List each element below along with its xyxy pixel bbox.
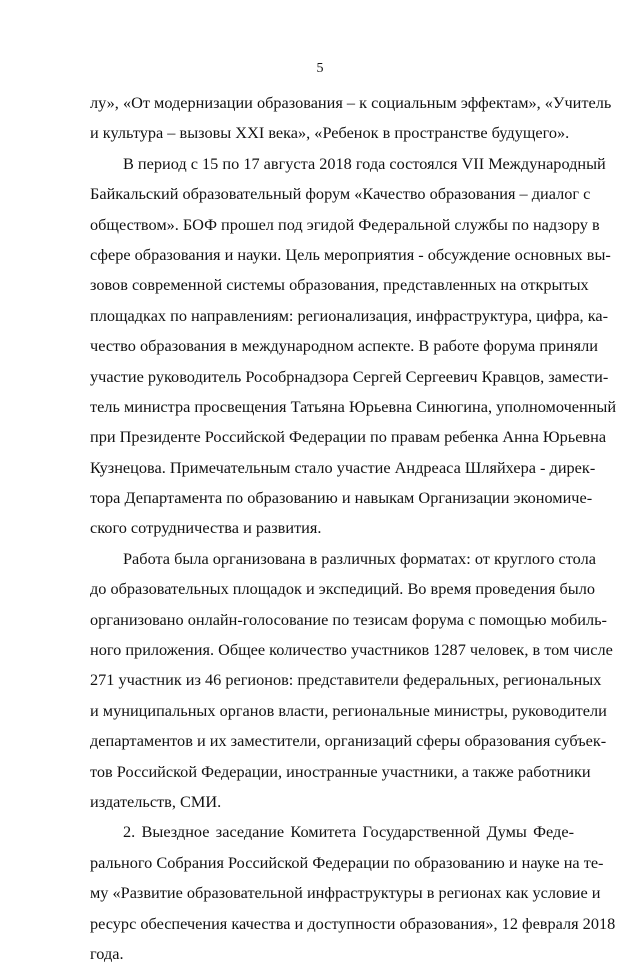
- text-line: зовов современной системы образования, представленных на открытых: [90, 275, 589, 295]
- paragraph-continuation: [90, 88, 612, 149]
- paragraph-baikal-forum: [90, 149, 617, 544]
- text-line: му «Развитие образовательной инфраструктуры в регионах как условие и: [90, 883, 601, 903]
- text-line: при Президенте Российской Федерации по правам ребенка Анна Юрьевна: [90, 427, 607, 447]
- text-line: до образовательных площадок и экспедиций. Во время проведения было: [90, 579, 596, 599]
- paragraph-item-2-committee-meeting: [90, 817, 616, 969]
- text-line: участие руководитель Рособрнадзора Сергей Сергеевич Кравцов, замести-: [90, 366, 609, 386]
- text-line: 2. Выездное заседание Комитета Государственной Думы Феде-: [123, 822, 574, 842]
- page-number: 5: [316, 61, 324, 76]
- text-line: организовано онлайн-голосование по тезисам форума с помощью мобиль-: [90, 609, 607, 629]
- text-line: ного приложения. Общее количество участников 1287 человек, в том числе: [90, 640, 613, 660]
- text-line: чество образования в международном аспекте. В работе форума приняли: [90, 336, 598, 356]
- text-line: рального Собрания Российской Федерации по образованию и науке на те-: [90, 852, 604, 872]
- text-line: В период с 15 по 17 августа 2018 года состоялся VII Международный: [123, 153, 606, 173]
- text-line: 271 участник из 46 регионов: представители федеральных, региональных: [90, 670, 602, 690]
- text-line: тов Российской Федерации, иностранные участники, а также работники: [90, 761, 591, 781]
- text-line: тора Департамента по образованию и навыкам Организации экономиче-: [90, 488, 593, 508]
- paragraph-forum-formats: [90, 544, 613, 818]
- text-line: Кузнецова. Примечательным стало участие Андреаса Шляйхера - дирек-: [90, 457, 596, 477]
- text-line: ресурс обеспечения качества и доступности образования», 12 февраля 2018: [90, 913, 616, 933]
- text-line: и культура – вызовы XXI века», «Ребенок в пространстве будущего».: [90, 123, 570, 143]
- text-line: лу», «От модернизации образования – к социальным эффектам», «Учитель: [90, 93, 612, 112]
- text-line: сфере образования и науки. Цель мероприятия - обсуждение основных вы-: [90, 244, 611, 264]
- text-line: издательств, СМИ.: [90, 791, 222, 811]
- text-line: и муниципальных органов власти, региональные министры, руководители: [90, 700, 607, 720]
- text-line: департаментов и их заместители, организаций сферы образования субъек-: [90, 731, 607, 751]
- text-line: ского сотрудничества и развития.: [90, 518, 322, 538]
- text-line: Работа была организована в различных форматах: от круглого стола: [123, 548, 596, 568]
- document-body: [90, 88, 617, 969]
- text-line: обществом». БОФ прошел под эгидой Федеральной службы по надзору в: [90, 214, 600, 234]
- text-line: тель министра просвещения Татьяна Юрьевна Синюгина, уполномоченный: [90, 396, 617, 416]
- text-line: Байкальский образовательный форум «Качество образования – диалог с: [90, 184, 591, 204]
- text-line: площадках по направлениям: регионализация, инфраструктура, цифра, ка-: [90, 305, 609, 325]
- text-line: года.: [90, 943, 124, 963]
